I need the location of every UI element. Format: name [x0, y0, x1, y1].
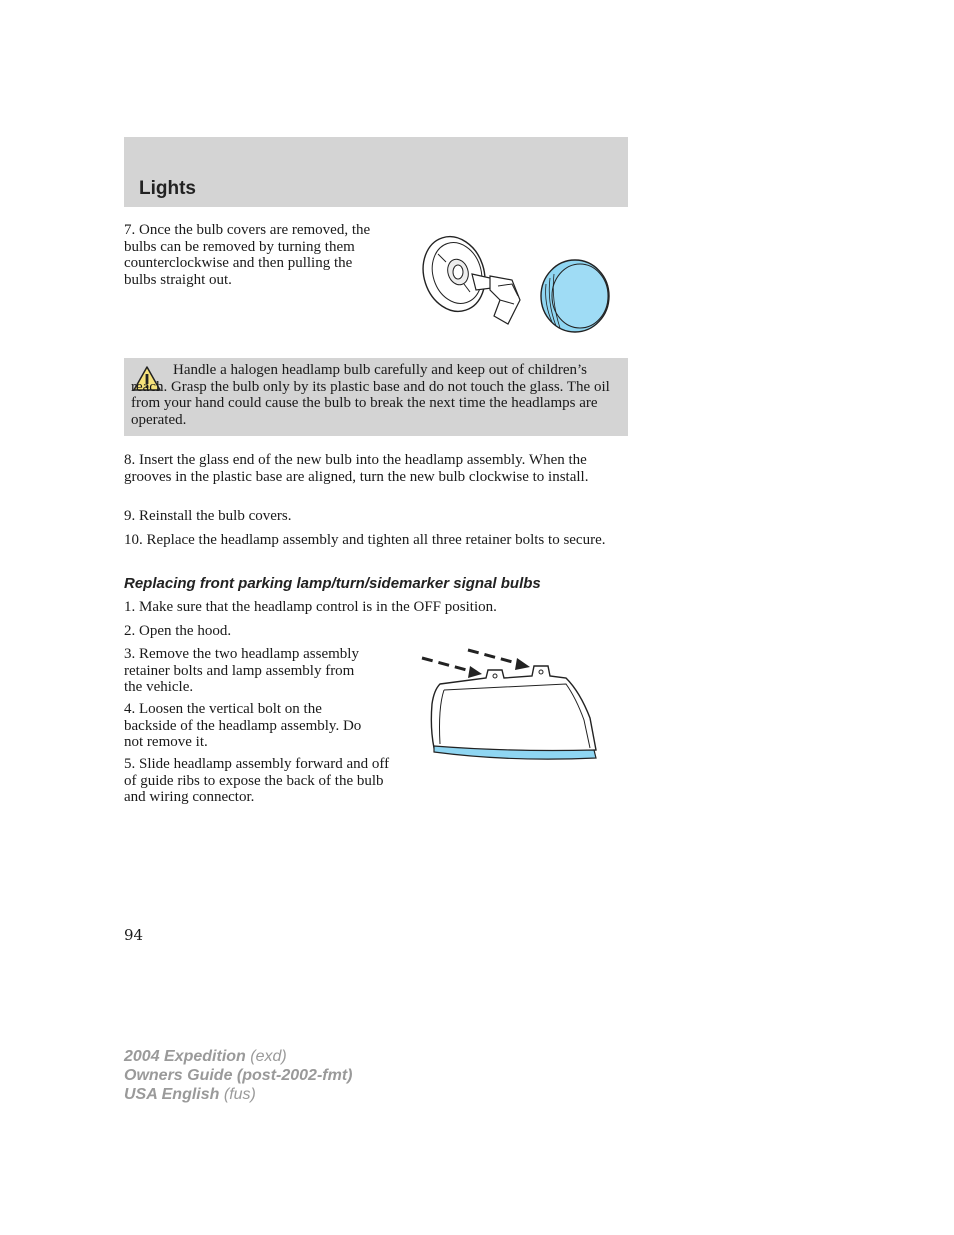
document-footer — [124, 1047, 352, 1104]
page-number: 94 — [124, 926, 144, 944]
subsection-heading: Replacing front parking lamp/turn/sidemarker signal bulbs — [124, 575, 541, 592]
headlamp-assembly-illustration — [420, 648, 600, 766]
parking-step-4: 4. Loosen the vertical bolt on the backside of the headlamp assembly. Do not remove it. — [124, 701, 362, 750]
warning-box — [124, 358, 628, 436]
parking-step-2: 2. Open the hood. — [124, 623, 232, 639]
parking-step-3: 3. Remove the two headlamp assembly retainer bolts and lamp assembly from the vehicle. — [124, 646, 359, 695]
step-10: 10. Replace the headlamp assembly and tighten all three retainer bolts to secure. — [124, 532, 606, 548]
footer-line-1: 2004 Expedition (exd) — [124, 1048, 287, 1065]
warning-text: Handle a halogen headlamp bulb carefully and keep out of children’s reach. Grasp the bulb only by its plastic base and do not touch the glass. The oil from your hand could cause the bulb to break the next time the headlamps are operated. — [131, 362, 610, 428]
parking-step-5: 5. Slide headlamp assembly forward and off of guide ribs to expose the back of the bulb and wiring connector. — [124, 756, 390, 805]
step-9: 9. Reinstall the bulb covers. — [124, 508, 292, 524]
section-header-band — [124, 137, 628, 207]
bulb-removal-illustration — [420, 234, 616, 334]
step-7: 7. Once the bulb covers are removed, the bulbs can be removed by turning them counterclockwise and then pulling the bulbs straight out. — [124, 222, 371, 288]
section-title: Lights — [139, 178, 196, 199]
footer-line-2: Owners Guide (post-2002-fmt) — [124, 1067, 353, 1084]
step-8: 8. Insert the glass end of the new bulb into the headlamp assembly. When the grooves in the plastic base are aligned, turn the new bulb clockwise to install. — [124, 452, 589, 485]
footer-line-3: USA English (fus) — [124, 1086, 256, 1103]
parking-step-1: 1. Make sure that the headlamp control is in the OFF position. — [124, 599, 497, 615]
